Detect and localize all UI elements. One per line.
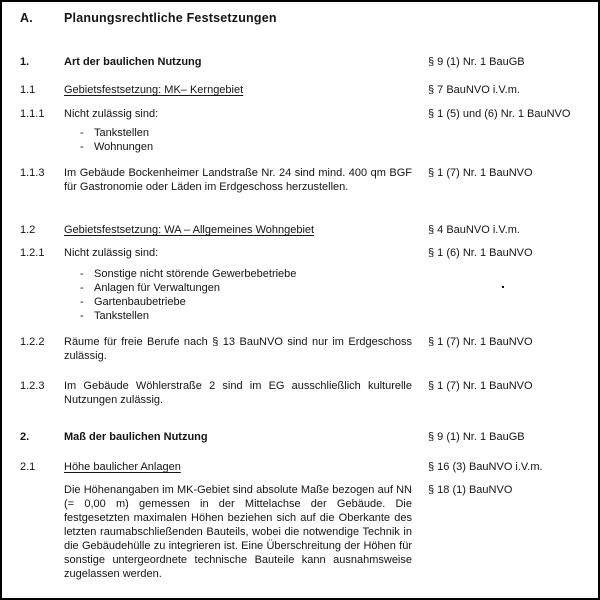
clause-number: 1.1 <box>20 84 36 96</box>
section-heading-row <box>20 430 590 444</box>
clause-text: Nicht zulässig sind: <box>64 247 159 259</box>
section-number: 1. <box>20 56 30 68</box>
subsection-heading: Gebietsfestsetzung: MK– Kerngebiet <box>64 84 244 96</box>
list-dash-marker: - <box>80 282 84 294</box>
legal-reference: § 16 (3) BauNVO i.V.m. <box>428 461 543 473</box>
scan-artifact-dot <box>502 286 504 288</box>
list-dash-marker: - <box>80 268 84 280</box>
subsection-row <box>20 83 590 97</box>
clause-text: Die Höhenangaben im MK-Gebiet sind absolute Maße bezogen auf NN (= 0,00 m) gemessen in der Mittelachse der Gebäude. Die festgesetzten maximalen Höhen beziehen sich auf die Oberkante des letzten raumabschließenden Bauteils, wobei die notwendige Technik in die Gebäudehülle zu integrieren ist. Eine Überschreitung der Höhen für sonstige untergeordnete technische Bauteile kann ausnahmsweise zugelassen werden. <box>64 484 412 580</box>
legal-reference: § 9 (1) Nr. 1 BauGB <box>428 56 525 68</box>
list-item <box>64 126 412 140</box>
bullet-list <box>20 267 590 323</box>
list-item-text: Tankstellen <box>94 310 150 322</box>
legal-reference: § 1 (5) und (6) Nr. 1 BauNVO <box>428 108 571 120</box>
list-item-text: Wohnungen <box>94 141 154 153</box>
clause-row <box>20 379 590 407</box>
list-item <box>64 295 412 309</box>
clause-number: 1.2.3 <box>20 380 45 392</box>
list-item <box>64 140 412 154</box>
clause-number: 1.2.1 <box>20 247 45 259</box>
document-title: Planungsrechtliche Festsetzungen <box>64 11 277 25</box>
list-item-text: Tankstellen <box>94 127 150 139</box>
subsection-heading: Höhe baulicher Anlagen <box>64 461 181 473</box>
clause-text: Nicht zulässig sind: <box>64 108 159 120</box>
subsection-row <box>20 460 590 474</box>
clause-number: 2.1 <box>20 461 36 473</box>
list-item <box>64 281 412 295</box>
bullet-list <box>20 126 590 154</box>
section-number: 2. <box>20 431 30 443</box>
section-number: A. <box>20 11 33 25</box>
list-item-text: Anlagen für Verwaltungen <box>94 282 220 294</box>
clause-row <box>20 107 590 121</box>
clause-number: 1.2.2 <box>20 336 45 348</box>
clause-text: Räume für freie Berufe nach § 13 BauNVO sind nur im Erdgeschoss zulässig. <box>64 336 412 362</box>
clause-row <box>20 246 590 260</box>
clause-row <box>20 166 590 194</box>
section-heading: Art der baulichen Nutzung <box>64 56 202 68</box>
subsection-row <box>20 223 590 237</box>
clause-row <box>20 335 590 363</box>
section-heading-row <box>20 55 590 69</box>
list-item-text: Gartenbaubetriebe <box>94 296 186 308</box>
subsection-heading: Gebietsfestsetzung: WA – Allgemeines Wohngebiet <box>64 224 315 236</box>
clause-number: 1.1.1 <box>20 108 45 120</box>
legal-reference: § 1 (6) Nr. 1 BauNVO <box>428 247 533 259</box>
list-item <box>64 309 412 323</box>
list-dash-marker: - <box>80 296 84 308</box>
list-item <box>64 267 412 281</box>
clause-text: Im Gebäude Bockenheimer Landstraße Nr. 24 sind mind. 400 qm BGF für Gastronomie oder Läden im Erdgeschoss herzustellen. <box>64 167 412 193</box>
clause-number: 1.2 <box>20 224 36 236</box>
legal-reference: § 9 (1) Nr. 1 BauGB <box>428 431 525 443</box>
list-dash-marker: - <box>80 127 84 139</box>
legal-reference: § 18 (1) BauNVO <box>428 484 513 496</box>
list-dash-marker: - <box>80 141 84 153</box>
legal-reference: § 1 (7) Nr. 1 BauNVO <box>428 336 533 348</box>
list-dash-marker: - <box>80 310 84 322</box>
clause-text: Im Gebäude Wöhlerstraße 2 sind im EG ausschließlich kulturelle Nutzungen zulässig. <box>64 380 412 406</box>
document-title-row <box>20 11 590 25</box>
paragraph-row <box>20 483 590 581</box>
legal-reference: § 1 (7) Nr. 1 BauNVO <box>428 167 533 179</box>
clause-number: 1.1.3 <box>20 167 45 179</box>
legal-reference: § 1 (7) Nr. 1 BauNVO <box>428 380 533 392</box>
list-item-text: Sonstige nicht störende Gewerbebetriebe <box>94 268 297 280</box>
legal-reference: § 7 BauNVO i.V.m. <box>428 84 520 96</box>
legal-reference: § 4 BauNVO i.V.m. <box>428 224 520 236</box>
section-heading: Maß der baulichen Nutzung <box>64 431 208 443</box>
